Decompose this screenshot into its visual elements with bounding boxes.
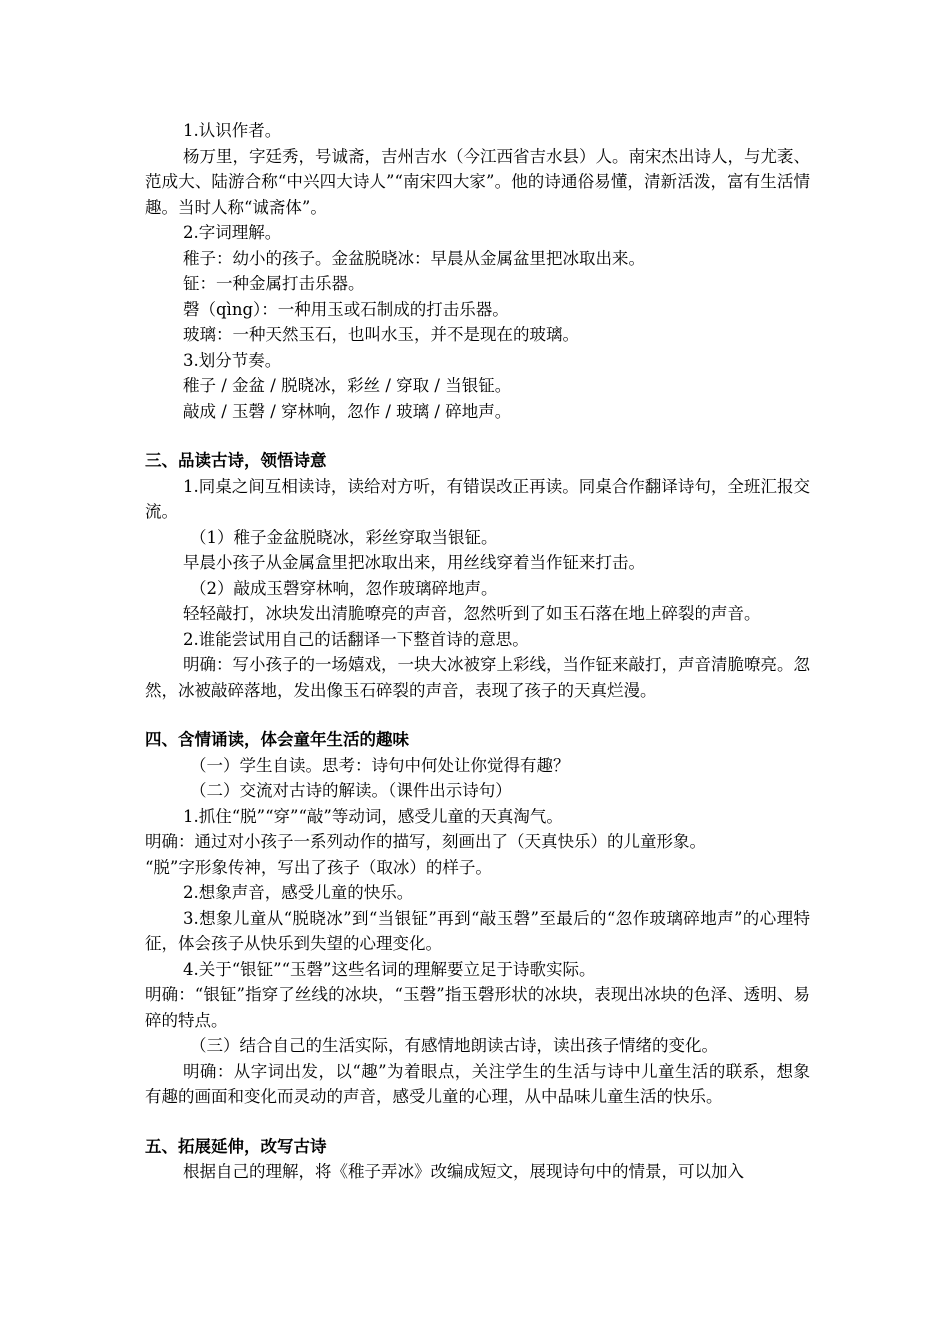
paragraph: （一）学生自读。思考：诗句中何处让你觉得有趣？ bbox=[190, 755, 570, 775]
paragraph: 1.认识作者。 bbox=[183, 121, 282, 140]
section-heading: 三、品读古诗，领悟诗意 bbox=[145, 451, 327, 470]
paragraph: 早晨小孩子从金属盒里把冰取出来，用丝线穿着当作钲来打击。 bbox=[183, 553, 645, 572]
section-heading: 四、含情诵读，体会童年生活的趣味 bbox=[145, 730, 409, 749]
paragraph: 明确：“银钲”指穿了丝线的冰块，“玉磬”指玉磬形状的冰块，表现出冰块的色泽、透明、易碎的特点。 bbox=[145, 985, 810, 1030]
document-page bbox=[145, 118, 810, 1185]
paragraph: 轻轻敲打，冰块发出清脆嘹亮的声音，忽然听到了如玉石落在地上碎裂的声音。 bbox=[183, 604, 761, 623]
paragraph: 1.抓住“脱”“穿”“敲”等动词，感受儿童的天真淘气。 bbox=[183, 806, 563, 826]
paragraph: 3.划分节奏。 bbox=[183, 350, 282, 370]
paragraph: 杨万里，字廷秀，号诚斋，吉州吉水（今江西省吉水县）人。南宋杰出诗人，与尤袤、范成大、陆游合称“中兴四大诗人”“南宋四大家”。他的诗通俗易懂，清新活泼，富有生活情趣。当时人称“诚斋体”。 bbox=[145, 146, 810, 217]
paragraph: 钲：一种金属打击乐器。 bbox=[183, 274, 365, 293]
paragraph: （三）结合自己的生活实际，有感情地朗读古诗，读出孩子情绪的变化。 bbox=[190, 1036, 718, 1055]
paragraph: 2.想象声音，感受儿童的快乐。 bbox=[183, 883, 414, 902]
paragraph: 根据自己的理解，将《稚子弄冰》改编成短文，展现诗句中的情景，可以加入 bbox=[183, 1162, 744, 1181]
paragraph: 3.想象儿童从“脱晓冰”到“当银钲”再到“敲玉磬”至最后的“忽作玻璃碎地声”的心理特征，体会孩子从快乐到失望的心理变化。 bbox=[145, 908, 810, 953]
paragraph: 明确：通过对小孩子一系列动作的描写，刻画出了（天真快乐）的儿童形象。 bbox=[145, 832, 706, 851]
paragraph: 敲成 / 玉磬 / 穿林响，忽作 / 玻璃 / 碎地声。 bbox=[183, 401, 512, 421]
paragraph: 明确：写小孩子的一场嬉戏，一块大冰被穿上彩线，当作钲来敲打，声音清脆嘹亮。忽然，冰被敲碎落地，发出像玉石碎裂的声音，表现了孩子的天真烂漫。 bbox=[145, 655, 810, 700]
paragraph: “脱”字形象传神，写出了孩子（取冰）的样子。 bbox=[145, 857, 492, 877]
paragraph: （2）敲成玉磬穿林响，忽作玻璃碎地声。 bbox=[190, 578, 498, 598]
paragraph: 稚子 / 金盆 / 脱晓冰，彩丝 / 穿取 / 当银钲。 bbox=[183, 376, 512, 395]
paragraph: （二）交流对古诗的解读。（课件出示诗句） bbox=[190, 781, 512, 800]
paragraph: 稚子：幼小的孩子。金盆脱晓冰：早晨从金属盆里把冰取出来。 bbox=[183, 248, 645, 268]
paragraph: 玻璃：一种天然玉石，也叫水玉，并不是现在的玻璃。 bbox=[183, 325, 579, 344]
paragraph: 明确：从字词出发，以“趣”为着眼点，关注学生的生活与诗中儿童生活的联系，想象有趣的画面和变化而灵动的声音，感受儿童的心理，从中品味儿童生活的快乐。 bbox=[145, 1061, 810, 1106]
paragraph: 2.字词理解。 bbox=[183, 223, 282, 242]
section-heading: 五、拓展延伸，改写古诗 bbox=[145, 1136, 327, 1156]
paragraph: 4.关于“银钲”“玉磬”这些名词的理解要立足于诗歌实际。 bbox=[183, 959, 596, 979]
paragraph: （1）稚子金盆脱晓冰，彩丝穿取当银钲。 bbox=[190, 527, 498, 547]
paragraph: 磬（qìng）：一种用玉或石制成的打击乐器。 bbox=[183, 299, 509, 319]
paragraph: 2.谁能尝试用自己的话翻译一下整首诗的意思。 bbox=[183, 629, 529, 649]
paragraph: 1.同桌之间互相读诗，读给对方听，有错误改正再读。同桌合作翻译诗句，全班汇报交流。 bbox=[145, 476, 810, 521]
